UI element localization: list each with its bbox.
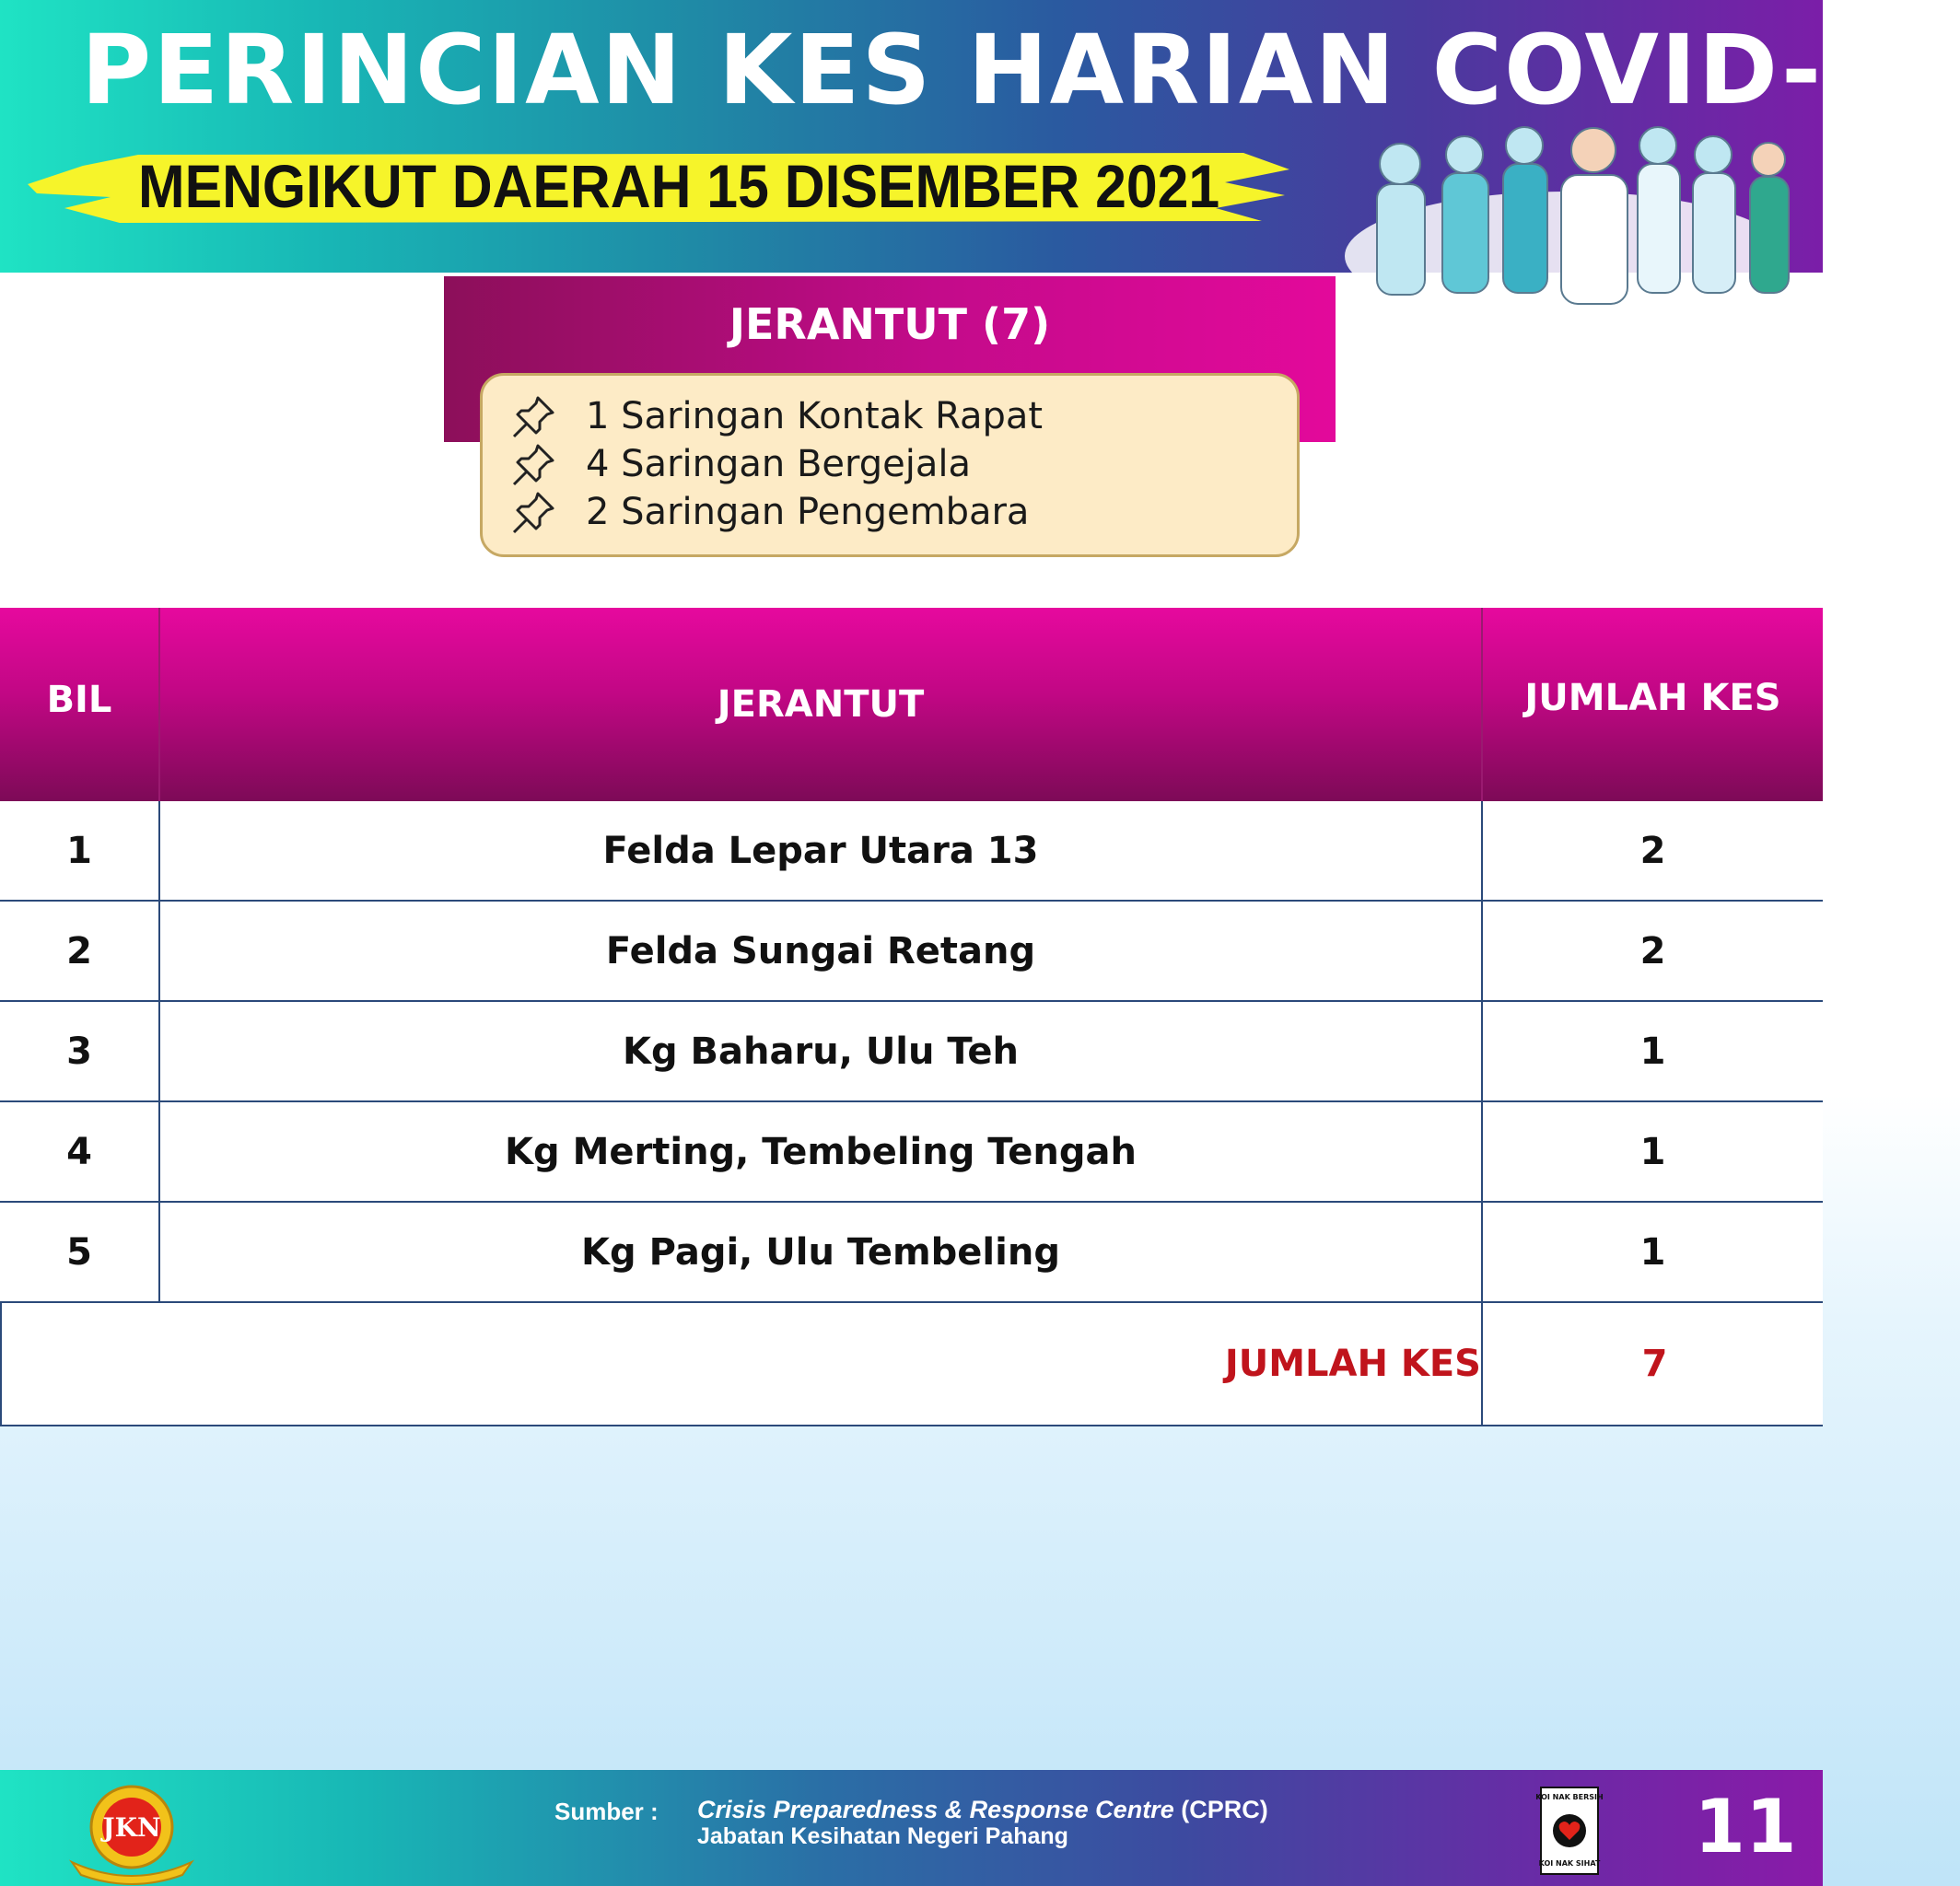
source-organisation bbox=[697, 1796, 1268, 1824]
source-department: Jabatan Kesihatan Negeri Pahang bbox=[697, 1823, 1068, 1849]
pushpin-icon bbox=[510, 488, 558, 536]
summary-text: 4 Saringan Bergejala bbox=[586, 443, 971, 485]
row-cases: 2 bbox=[1639, 829, 1666, 872]
logo-text: JKN bbox=[102, 1812, 161, 1843]
page-title: PERINCIAN KES HARIAN COVID-19 bbox=[81, 14, 1960, 126]
koi-nak-sihat-logo bbox=[1535, 1787, 1604, 1875]
total-value: 7 bbox=[1641, 1343, 1668, 1385]
header-cases: JUMLAH KES bbox=[1524, 677, 1781, 719]
summary-item bbox=[510, 392, 1043, 440]
source-label: Sumber : bbox=[554, 1798, 659, 1825]
table-row bbox=[0, 801, 1823, 902]
table-row bbox=[0, 902, 1823, 1002]
row-cases: 2 bbox=[1639, 929, 1666, 972]
row-number: 4 bbox=[66, 1130, 92, 1173]
row-number: 1 bbox=[66, 829, 92, 872]
table-row bbox=[0, 1203, 1823, 1303]
header-bil: BIL bbox=[46, 679, 112, 721]
screening-summary-card bbox=[480, 373, 1300, 557]
jkn-logo bbox=[53, 1779, 210, 1880]
district-title: JERANTUT (7) bbox=[729, 299, 1051, 349]
row-cases: 1 bbox=[1639, 1130, 1666, 1173]
header-banner bbox=[0, 0, 1960, 273]
pushpin-icon bbox=[510, 440, 558, 488]
row-cases: 1 bbox=[1639, 1030, 1666, 1073]
summary-text: 1 Saringan Kontak Rapat bbox=[586, 395, 1044, 437]
total-label: JUMLAH KES bbox=[1224, 1343, 1481, 1385]
row-location: Kg Baharu, Ulu Teh bbox=[623, 1030, 1019, 1073]
medical-staff-illustration bbox=[1326, 118, 1823, 311]
pushpin-icon bbox=[510, 392, 558, 440]
row-location: Felda Sungai Retang bbox=[605, 929, 1036, 972]
table-header bbox=[0, 608, 1823, 801]
row-location: Kg Pagi, Ulu Tembeling bbox=[581, 1230, 1060, 1274]
summary-item bbox=[510, 440, 971, 488]
header-location: JERANTUT bbox=[717, 683, 925, 726]
table-row bbox=[0, 1102, 1823, 1203]
row-number: 3 bbox=[66, 1030, 92, 1073]
row-number: 5 bbox=[66, 1230, 92, 1274]
page-subtitle: MENGIKUT DAERAH 15 DISEMBER 2021 bbox=[138, 152, 1220, 220]
row-location: Felda Lepar Utara 13 bbox=[602, 829, 1039, 872]
page-number: 11 bbox=[1694, 1784, 1797, 1869]
column-divider bbox=[1481, 1303, 1483, 1425]
koi-top-text: KOI NAK BERSIH bbox=[1535, 1793, 1604, 1801]
footer-bar bbox=[0, 1770, 1823, 1886]
total-row bbox=[0, 1303, 1823, 1426]
row-number: 2 bbox=[66, 929, 92, 972]
row-cases: 1 bbox=[1639, 1230, 1666, 1274]
summary-text: 2 Saringan Pengembara bbox=[586, 491, 1030, 533]
koi-bottom-text: KOI NAK SIHAT bbox=[1538, 1859, 1601, 1868]
summary-item bbox=[510, 488, 1029, 536]
row-location: Kg Merting, Tembeling Tengah bbox=[505, 1130, 1137, 1173]
source-org-name: Crisis Preparedness & Response Centre bbox=[697, 1796, 1174, 1823]
source-org-abbr: (CPRC) bbox=[1173, 1796, 1268, 1823]
table-row bbox=[0, 1002, 1823, 1102]
